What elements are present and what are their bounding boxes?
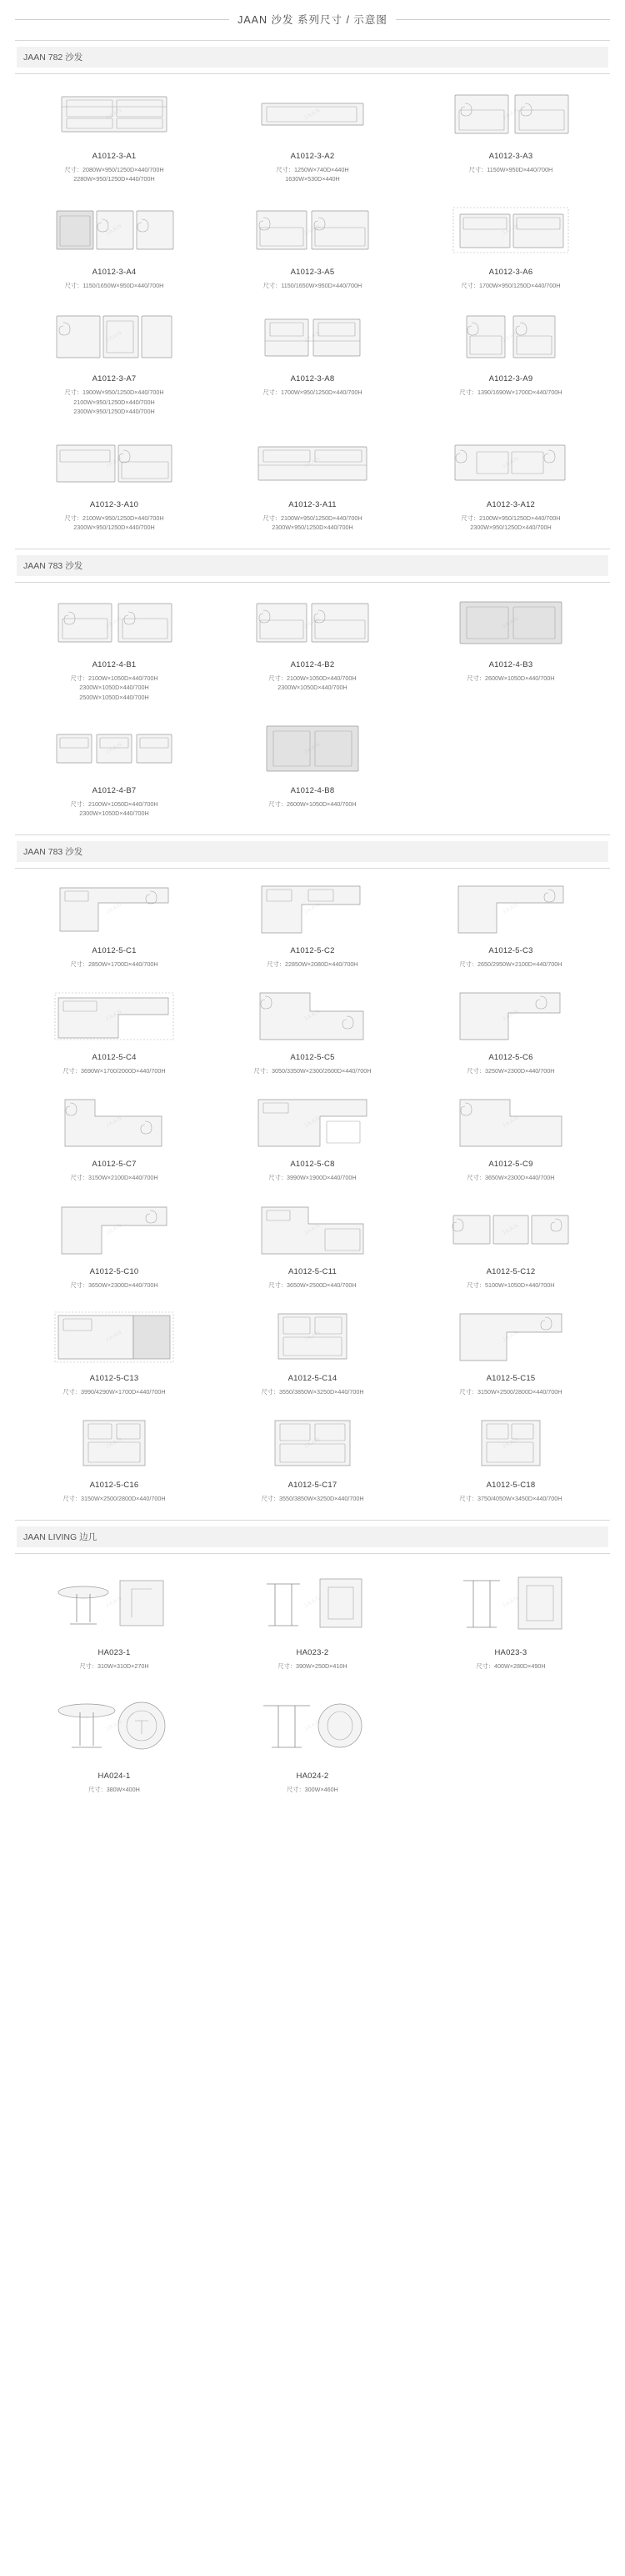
watermark-text: JAAN <box>302 901 322 916</box>
product-cell[interactable] <box>213 195 412 302</box>
product-diagram <box>217 84 408 144</box>
watermark-text: JAAN <box>302 1718 322 1733</box>
product-code: A1012-5-C14 <box>288 1373 338 1383</box>
product-dimensions <box>64 514 163 532</box>
product-code: A1012-3-A2 <box>290 152 335 161</box>
section-header <box>15 834 610 869</box>
product-cell[interactable] <box>412 428 610 544</box>
product-dimensions <box>276 165 348 183</box>
product-diagram <box>415 985 607 1045</box>
product-diagram <box>217 1687 408 1764</box>
section-header <box>15 549 610 583</box>
product-diagram <box>217 1564 408 1641</box>
dimension-line: 尺寸：3690W×1700/2000D×440/700H <box>62 1067 166 1075</box>
product-diagram <box>415 593 607 653</box>
product-code: A1012-3-A12 <box>486 499 536 509</box>
dimension-line: 尺寸：2650/2950W×2100D×440/700H <box>459 960 562 969</box>
product-code: A1012-5-C6 <box>488 1053 533 1063</box>
product-code: A1012-5-C13 <box>89 1373 139 1383</box>
product-dimensions <box>278 1661 347 1671</box>
product-diagram <box>18 307 210 367</box>
watermark-text: JAAN <box>104 615 124 630</box>
product-code: A1012-3-A9 <box>488 374 533 384</box>
watermark-text: JAAN <box>501 1329 521 1344</box>
dimension-line: 尺寸：1150W×950D×440/700H <box>468 166 553 173</box>
product-dimensions <box>70 960 158 969</box>
section-title: JAAN LIVING 边几 <box>17 1526 608 1547</box>
dimension-line: 尺寸：3650W×2300D×440/700H <box>467 1174 555 1182</box>
product-cell[interactable] <box>412 195 610 302</box>
product-code: A1012-5-C4 <box>92 1053 137 1063</box>
product-code: A1012-3-A4 <box>92 268 137 278</box>
dimension-line: 2100W×950/1250D×440/700H <box>73 398 155 406</box>
product-code: A1012-4-B8 <box>290 785 335 795</box>
dimension-line: 尺寸：2080W×950/1250D×440/700H <box>64 166 164 173</box>
product-cell[interactable] <box>15 588 213 713</box>
watermark-text: JAAN <box>104 1595 124 1610</box>
product-cell[interactable] <box>412 302 610 427</box>
product-dimensions <box>262 514 362 532</box>
product-cell[interactable] <box>213 588 412 713</box>
product-code: A1012-3-A11 <box>288 499 337 509</box>
product-diagram <box>18 1564 210 1641</box>
product-dimensions <box>62 1387 165 1396</box>
product-grid <box>15 1554 610 1806</box>
product-code: HA023-2 <box>296 1647 329 1657</box>
product-code: A1012-5-C2 <box>290 946 335 956</box>
product-grid <box>15 583 610 829</box>
watermark-text: JAAN <box>302 1595 322 1610</box>
product-dimensions <box>268 1173 356 1182</box>
watermark-text: JAAN <box>302 329 322 344</box>
section-title: JAAN 782 沙发 <box>17 47 608 68</box>
product-diagram <box>217 879 408 939</box>
product-dimensions <box>64 388 163 415</box>
product-cell[interactable] <box>412 79 610 195</box>
product-dimensions <box>461 514 560 532</box>
dimension-line: 尺寸：1900W×950/1250D×440/700H <box>64 388 164 397</box>
dimension-line: 2300W×1050D×440/700H <box>278 684 348 692</box>
product-cell[interactable] <box>15 874 213 980</box>
product-cell[interactable] <box>412 874 610 980</box>
section-header <box>15 40 610 74</box>
product-code: A1012-5-C3 <box>488 946 533 956</box>
dimension-line: 尺寸：3650W×2300D×440/700H <box>70 1280 158 1289</box>
dimension-line: 2300W×950/1250D×440/700H <box>272 524 353 532</box>
product-code: A1012-3-A3 <box>488 152 533 161</box>
dimension-line: 尺寸：3550/3850W×3250D×440/700H <box>261 1494 364 1502</box>
product-dimensions <box>261 1494 363 1503</box>
dimension-line: 尺寸：2100W×950/1250D×440/700H <box>461 514 561 522</box>
product-code: A1012-5-C8 <box>290 1160 335 1170</box>
dimension-line: 尺寸：5100W×1050D×440/700H <box>467 1280 555 1289</box>
product-diagram <box>415 433 607 493</box>
product-dimensions <box>268 799 356 809</box>
product-diagram <box>18 719 210 779</box>
product-code: A1012-5-C5 <box>290 1053 335 1063</box>
dimension-line: 尺寸：300W×460H <box>287 1786 338 1794</box>
product-cell[interactable] <box>213 980 412 1087</box>
section-header <box>15 1520 610 1554</box>
product-diagram <box>217 433 408 493</box>
product-cell[interactable] <box>412 1559 610 1682</box>
product-dimensions <box>263 281 362 290</box>
dimension-line: 尺寸：1150/1650W×950D×440/700H <box>262 282 362 290</box>
product-dimensions <box>461 281 560 290</box>
dimension-line: 1630W×530D×440H <box>285 175 340 183</box>
dimension-line: 尺寸：310W×310D×270H <box>79 1661 149 1670</box>
product-diagram <box>18 593 210 653</box>
product-dimensions <box>459 1387 562 1396</box>
dimension-line: 尺寸：390W×250D×410H <box>278 1661 348 1670</box>
product-cell[interactable] <box>412 1087 610 1194</box>
dimension-line: 尺寸：3150W×2500/2800D×440/700H <box>62 1494 166 1502</box>
product-diagram <box>415 307 607 367</box>
product-dimensions <box>88 1785 140 1794</box>
product-diagram <box>217 1092 408 1152</box>
product-code: A1012-5-C11 <box>288 1266 337 1276</box>
product-cell[interactable] <box>412 1408 610 1515</box>
product-diagram <box>18 1413 210 1473</box>
product-diagram <box>217 985 408 1045</box>
dimension-line: 尺寸：2600W×1050D×440/700H <box>268 799 357 808</box>
product-grid <box>15 74 610 544</box>
product-dimensions <box>267 960 358 969</box>
product-diagram <box>217 719 408 779</box>
watermark-text: JAAN <box>501 901 521 916</box>
product-dimensions <box>459 960 562 969</box>
product-diagram <box>217 593 408 653</box>
product-diagram <box>18 985 210 1045</box>
product-dimensions <box>476 1661 545 1671</box>
product-diagram <box>18 200 210 260</box>
product-dimensions <box>467 674 554 683</box>
product-cell[interactable] <box>412 1195 610 1301</box>
product-diagram <box>18 879 210 939</box>
product-diagram <box>18 1092 210 1152</box>
title-rule-right <box>396 19 610 20</box>
product-code: A1012-5-C16 <box>89 1480 139 1490</box>
dimension-line: 尺寸：2600W×1050D×440/700H <box>467 674 555 683</box>
dimension-line: 尺寸：2100W×1050D×440/700H <box>70 799 158 808</box>
product-code: A1012-5-C15 <box>486 1373 536 1383</box>
page-title: JAAN 沙发 系列尺寸 / 示意图 <box>238 14 388 26</box>
product-code: HA023-3 <box>494 1647 528 1657</box>
product-cell[interactable] <box>213 1195 412 1301</box>
product-diagram <box>415 1092 607 1152</box>
dimension-line: 尺寸：3050/3350W×2300/2600D×440/700H <box>253 1067 372 1075</box>
dimension-line: 2280W×950/1250D×440/700H <box>73 175 155 183</box>
product-code: A1012-4-B7 <box>92 785 137 795</box>
product-dimensions <box>70 674 158 701</box>
product-cell[interactable] <box>213 874 412 980</box>
product-dimensions <box>459 1494 562 1503</box>
dimension-line: 尺寸：1250W×740D×440H <box>276 166 349 173</box>
catalog-section <box>0 1520 625 1806</box>
product-cell[interactable] <box>15 1087 213 1194</box>
product-diagram <box>18 1200 210 1260</box>
product-code: A1012-5-C9 <box>488 1160 533 1170</box>
product-dimensions <box>70 1280 158 1290</box>
product-dimensions <box>262 388 362 397</box>
product-dimensions <box>459 388 562 397</box>
dimension-line: 尺寸：1700W×950/1250D×440/700H <box>262 388 362 397</box>
product-code: A1012-5-C10 <box>89 1266 139 1276</box>
product-dimensions <box>79 1661 148 1671</box>
product-cell[interactable] <box>15 79 213 195</box>
sections-root <box>0 40 625 1806</box>
page-title-row <box>0 0 625 35</box>
catalog-section <box>0 40 625 544</box>
product-diagram <box>415 1564 607 1641</box>
dimension-line: 尺寸：2100W×950/1250D×440/700H <box>64 514 164 522</box>
product-cell[interactable] <box>213 1408 412 1515</box>
dimension-line: 2300W×950/1250D×440/700H <box>73 524 155 532</box>
product-diagram <box>415 200 607 260</box>
dimension-line: 尺寸：3750/4050W×3450D×440/700H <box>459 1494 562 1502</box>
dimension-line: 尺寸：2100W×950/1250D×440/700H <box>262 514 362 522</box>
dimension-line: 尺寸：22850W×2080D×440/700H <box>267 960 358 969</box>
product-diagram <box>217 307 408 367</box>
dimension-line: 尺寸：3990W×1900D×440/700H <box>268 1174 357 1182</box>
dimension-line: 尺寸：3990/4290W×1700D×440/700H <box>62 1387 166 1396</box>
product-diagram <box>217 200 408 260</box>
dimension-line: 尺寸：3150W×2100D×440/700H <box>70 1174 158 1182</box>
dimension-line: 尺寸：3150W×2500/2800D×440/700H <box>459 1387 562 1396</box>
product-dimensions <box>469 165 553 174</box>
product-cell[interactable] <box>15 1408 213 1515</box>
product-diagram <box>18 1306 210 1366</box>
product-code: HA023-1 <box>98 1647 131 1657</box>
product-cell[interactable] <box>15 980 213 1087</box>
product-cell[interactable] <box>412 980 610 1087</box>
product-code: A1012-5-C17 <box>288 1480 338 1490</box>
product-code: HA024-1 <box>98 1772 131 1782</box>
product-code: A1012-3-A6 <box>488 268 533 278</box>
watermark-text: JAAN <box>104 901 124 916</box>
product-dimensions <box>467 1066 554 1075</box>
product-diagram <box>18 84 210 144</box>
product-code: A1012-3-A7 <box>92 374 137 384</box>
product-cell[interactable] <box>213 79 412 195</box>
product-dimensions <box>467 1280 554 1290</box>
dimension-line: 尺寸：1390/1690W×1700D×440/700H <box>459 388 562 397</box>
product-diagram <box>415 84 607 144</box>
product-code: A1012-3-A1 <box>92 152 137 161</box>
product-code: A1012-5-C1 <box>92 946 137 956</box>
product-cell[interactable] <box>412 1301 610 1408</box>
product-code: A1012-3-A5 <box>290 268 335 278</box>
product-cell[interactable] <box>213 1087 412 1194</box>
title-rule-left <box>15 19 229 20</box>
dimension-line: 2300W×1050D×440/700H <box>79 684 149 692</box>
product-cell[interactable] <box>412 588 610 713</box>
dimension-line: 2300W×950/1250D×440/700H <box>470 524 552 532</box>
product-dimensions <box>70 799 158 818</box>
dimension-line: 尺寸：2100W×1050D×440/700H <box>268 674 357 683</box>
watermark-text: JAAN <box>501 1595 521 1610</box>
product-diagram <box>217 1200 408 1260</box>
dimension-line: 2300W×950/1250D×440/700H <box>73 407 155 415</box>
product-dimensions <box>70 1173 158 1182</box>
dimension-line: 尺寸：3250W×2300D×440/700H <box>467 1067 555 1075</box>
catalog-section <box>0 834 625 1515</box>
section-title: JAAN 783 沙发 <box>17 555 608 576</box>
product-code: A1012-5-C7 <box>92 1160 137 1170</box>
dimension-line: 2500W×1050D×440/700H <box>79 693 149 701</box>
product-code: A1012-4-B1 <box>92 660 137 670</box>
dimension-line: 2300W×1050D×440/700H <box>79 809 149 817</box>
dimension-line: 尺寸：2850W×1700D×440/700H <box>70 960 158 969</box>
product-dimensions <box>64 165 163 183</box>
product-code: A1012-4-B2 <box>290 660 335 670</box>
watermark-text: JAAN <box>104 1718 124 1733</box>
product-cell[interactable] <box>213 428 412 544</box>
watermark-text: JAAN <box>501 329 521 344</box>
product-code: A1012-3-A8 <box>290 374 335 384</box>
product-cell[interactable] <box>213 302 412 427</box>
product-dimensions <box>287 1785 338 1794</box>
product-dimensions <box>467 1173 554 1182</box>
product-diagram <box>217 1413 408 1473</box>
product-dimensions <box>261 1387 363 1396</box>
catalog-section <box>0 549 625 829</box>
section-title: JAAN 783 沙发 <box>17 841 608 862</box>
product-dimensions <box>62 1494 165 1503</box>
product-cell[interactable] <box>213 714 412 829</box>
product-code: A1012-5-C18 <box>486 1480 536 1490</box>
product-diagram <box>415 1306 607 1366</box>
product-grid <box>15 869 610 1515</box>
product-cell[interactable] <box>213 1559 412 1682</box>
dimension-line: 尺寸：3650W×2500D×440/700H <box>268 1280 357 1289</box>
dimension-line: 尺寸：380W×400H <box>88 1786 140 1794</box>
product-dimensions <box>62 1066 165 1075</box>
product-cell[interactable] <box>15 1682 213 1806</box>
product-diagram <box>415 1413 607 1473</box>
dimension-line: 尺寸：400W×280D×490H <box>476 1661 546 1670</box>
product-diagram <box>217 1306 408 1366</box>
dimension-line: 尺寸：1700W×950/1250D×440/700H <box>461 282 561 290</box>
product-diagram <box>415 1200 607 1260</box>
watermark-text: JAAN <box>501 223 521 238</box>
product-code: HA024-2 <box>296 1772 329 1782</box>
product-diagram <box>18 433 210 493</box>
product-diagram <box>18 1687 210 1764</box>
product-diagram <box>415 879 607 939</box>
product-code: A1012-5-C12 <box>486 1266 536 1276</box>
product-dimensions <box>268 674 356 692</box>
product-cell[interactable] <box>15 1559 213 1682</box>
watermark-text: JAAN <box>501 107 521 122</box>
dimension-line: 尺寸：3550/3850W×3250D×440/700H <box>261 1387 364 1396</box>
dimension-line: 尺寸：1150/1650W×950D×440/700H <box>64 282 164 290</box>
product-cell[interactable] <box>15 1301 213 1408</box>
dimension-line: 尺寸：2100W×1050D×440/700H <box>70 674 158 683</box>
product-cell[interactable] <box>15 302 213 427</box>
product-cell[interactable] <box>15 195 213 302</box>
watermark-text: JAAN <box>501 1008 521 1023</box>
product-code: A1012-4-B3 <box>488 660 533 670</box>
product-cell[interactable] <box>15 428 213 544</box>
product-dimensions <box>253 1066 371 1075</box>
product-cell[interactable] <box>213 1301 412 1408</box>
product-cell[interactable] <box>213 1682 412 1806</box>
product-code: A1012-3-A10 <box>89 499 139 509</box>
product-cell[interactable] <box>15 714 213 829</box>
product-dimensions <box>268 1280 356 1290</box>
watermark-text: JAAN <box>104 1221 124 1237</box>
product-cell[interactable] <box>15 1195 213 1301</box>
product-dimensions <box>65 281 164 290</box>
